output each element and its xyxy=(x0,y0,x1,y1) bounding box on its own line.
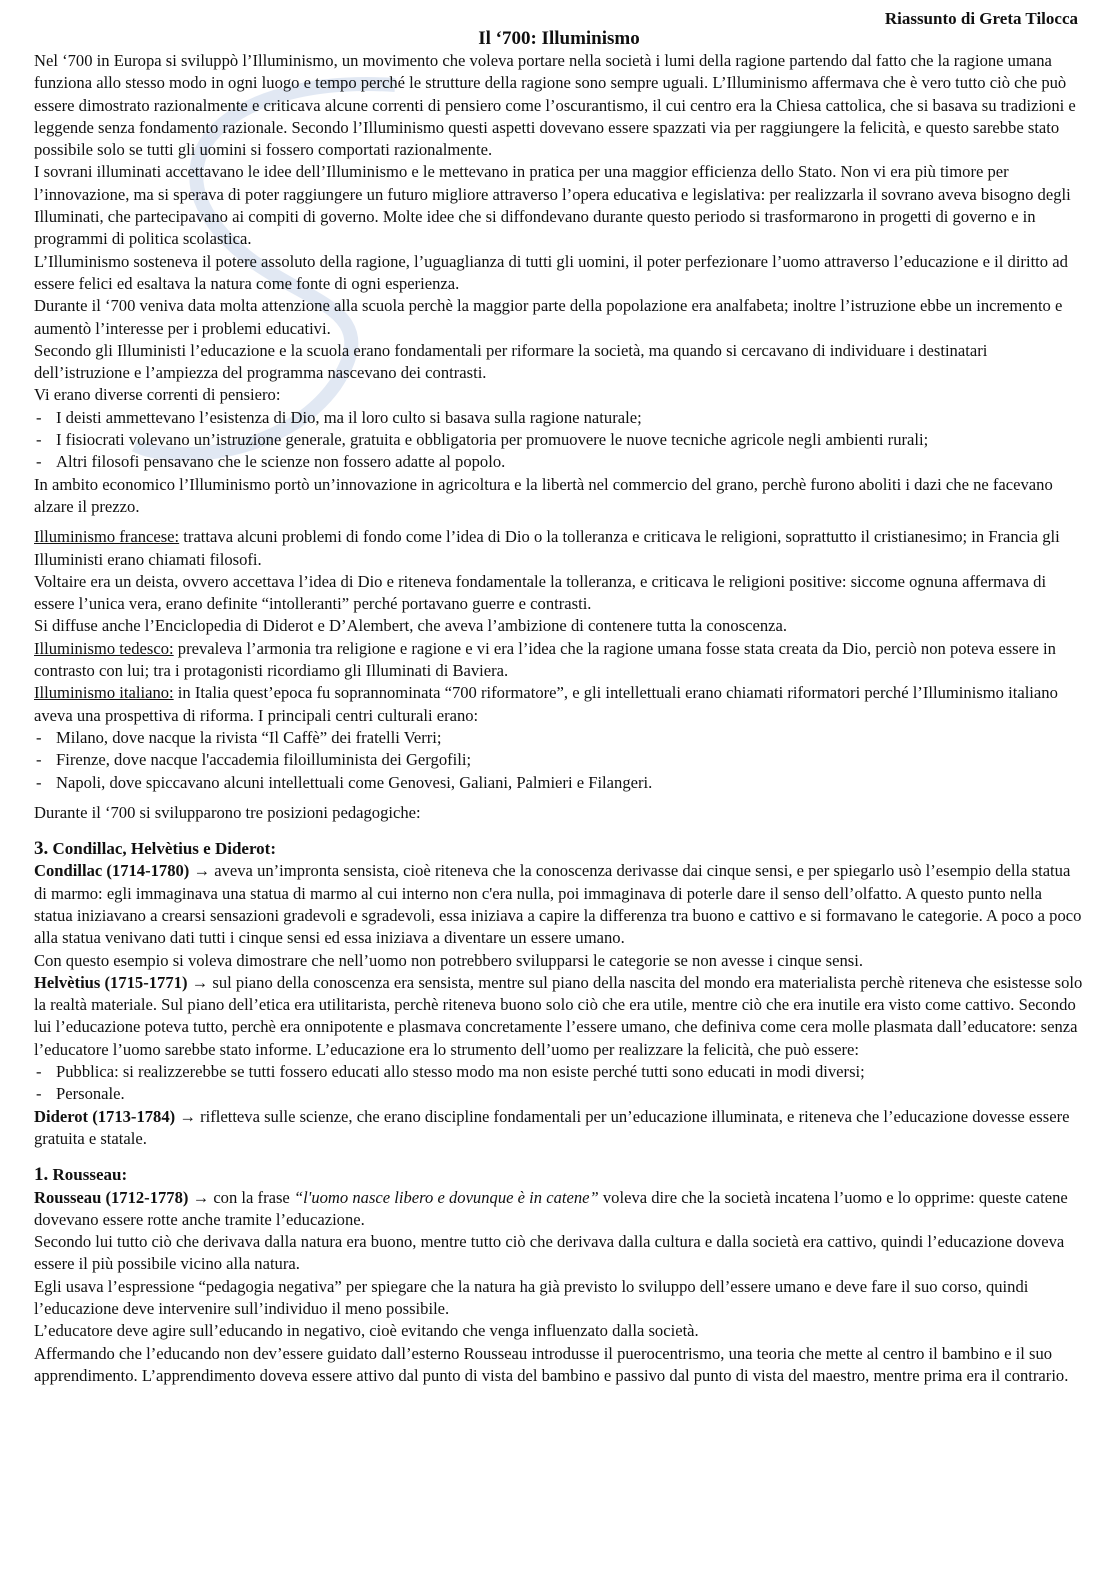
list-item: - Pubblica: si realizzerebbe se tutti fossero educati allo stesso modo ma non esiste perché tutti sono educati in modi diversi; xyxy=(34,1061,1084,1083)
list-item: - Personale. xyxy=(34,1083,1084,1105)
intro-paragraph-5: Secondo gli Illuministi l’educazione e la scuola erano fondamentali per riformare la società, ma quando si cercavano di individuare i destinatari dell’istruzione e l’ampiezza del programma nascevano dei contrasti. xyxy=(34,340,988,383)
rousseau-quote: “l'uomo nasce libero e dovunque è in catene” xyxy=(293,1187,599,1207)
section-3-heading: 3. Condillac, Helvètius e Diderot: xyxy=(34,838,276,860)
currents-list xyxy=(34,407,1084,474)
section-1-heading: 1. Rousseau: xyxy=(34,1164,128,1186)
intro-paragraph-1: Nel ‘700 in Europa si sviluppò l’Illuminismo, un movimento che voleva portare nella società i lumi della ragione partendo dal fatto che la ragione umana funziona allo stesso modo in ogni luogo e tempo perché le strutture della ragione sono sempre uguali. L’Illuminismo affermava che è vero tutto ciò che può essere dimostrato razionalmente e criticava alcune correnti di pensiero come l’oscurantismo, il cui centro era la Chiesa cattolica, che si basava su tradizioni e leggende senza fondamento razionale. Secondo l’Illuminismo questi aspetti dovevano essere spazzati via per raggiungere la felicità, e questo sarebbe stato possibile solo se tutti gli uomini si fossero comportati razionalmente. xyxy=(34,51,1076,160)
intro-paragraph-2: I sovrani illuminati accettavano le idee dell’Illuminismo e le mettevano in pratica per una maggior efficienza dello Stato. Non vi era più timore per l’innovazione, ma si sperava di poter raggiungere un futuro migliore attraverso l’opera educativa e legislativa: per realizzarla il sovrano aveva bisogno degli Illuminati, che partecipavano ai compiti di governo. Molte idee che si diffondevano durante questo periodo si trasformarono in progetti di governo e in programmi di politica scolastica. xyxy=(34,162,1071,249)
condillac-paragraph: Condillac (1714-1780) → aveva un’impronta sensista, cioè riteneva che la conoscenza derivasse dai cinque sensi, e per spiegarlo usò l’esempio della statua di marmo: egli immaginava una statua di marmo al cui interno non c'era nulla, poi immaginava di poterle dare il senso dell’olfatto. A questo punto nella statua iniziavano a crearsi sensazioni gradevoli e sgradevoli, essa iniziava a capire la differenza tra buono e cattivo e si formavano le categorie. A poco a poco alla statua venivano dati tutti i cinque sensi ed essa iniziava a diventare un essere umano. xyxy=(34,861,1082,948)
author-line: Riassunto di Greta Tilocca xyxy=(884,9,1078,28)
rousseau-paragraph-2: Secondo lui tutto ciò che derivava dalla natura era buono, mentre tutto ciò che derivava dalla cultura e dalla società era cattivo, quindi l’educazione doveva essere il più possibile vicino alla natura. xyxy=(34,1232,1065,1274)
italian-paragraph: Illuminismo italiano: in Italia quest’epoca fu soprannominata “700 riformatore”, e gli intellettuali erano chiamati riformatori perché l’Illuminismo italiano aveva una prospettiva di riforma. I principali centri culturali erano: xyxy=(34,683,1058,725)
page-title: Il ‘700: Illuminismo xyxy=(478,28,640,49)
rousseau-paragraph: Rousseau (1712-1778) → con la frase “l'uomo nasce libero e dovunque è in catene” voleva dire che la società incatena l’uomo e lo opprime: queste catene dovevano essere rotte anche tramite l’educazione. xyxy=(34,1187,1068,1229)
document-page xyxy=(34,8,1084,1387)
list-item: - Firenze, dove nacque l'accademia filoilluminista dei Gergofili; xyxy=(34,749,1084,771)
list-item: - Altri filosofi pensavano che le scienze non fossero adatte al popolo. xyxy=(34,451,1084,473)
german-label: Illuminismo tedesco: xyxy=(34,638,174,658)
voltaire-paragraph: Voltaire era un deista, ovvero accettava l’idea di Dio e riteneva fondamentale la tolleranza, e criticava le religioni positive: siccome ognuna affermava di essere l’unica vera, erano definite “intolleranti” perché portavano guerre e contrasti. xyxy=(34,571,1047,614)
intro-paragraph-6: Vi erano diverse correnti di pensiero: xyxy=(34,385,281,405)
rousseau-paragraph-5: Affermando che l’educando non dev’essere guidato dall’esterno Rousseau introdusse il puerocentrismo, una teoria che mette al centro il bambino e il suo apprendimento. L’apprendimento doveva essere attivo dal punto di vista del bambino e passivo dal punto di vista del maestro, mentre prima era il contrario. xyxy=(34,1343,1069,1385)
positions-paragraph: Durante il ‘700 si svilupparono tre posizioni pedagogiche: xyxy=(34,802,421,822)
intro-paragraph-4: Durante il ‘700 veniva data molta attenzione alla scuola perchè la maggior parte della popolazione era analfabeta; inoltre l’istruzione ebbe un incremento e aumentò l’interesse per i problemi educativi. xyxy=(34,296,1063,338)
condillac-label: Condillac (1714-1780) → xyxy=(34,861,211,881)
intro-paragraph-3: L’Illuminismo sosteneva il potere assoluto della ragione, l’uguaglianza di tutti gli uomini, il poter perfezionare l’uomo attraverso l’educazione e il diritto ad essere felici ed esaltava la natura come fonte di ogni esperienza. xyxy=(34,251,1068,293)
rousseau-paragraph-3: Egli usava l’espressione “pedagogia negativa” per spiegare che la natura ha già previsto lo sviluppo dell’essere umano e deve fare il suo corso, quindi l’educazione deve intervenire sull’individuo il meno possibile. xyxy=(34,1276,1029,1319)
list-item: - I fisiocrati volevano un’istruzione generale, gratuita e obbligatoria per promuovere le nuove tecniche agricole negli ambienti rurali; xyxy=(34,429,1084,451)
diderot-paragraph: Diderot (1713-1784) → rifletteva sulle scienze, che erano discipline fondamentali per un’educazione illuminata, e riteneva che l’educazione dovesse essere gratuita e statale. xyxy=(34,1106,1070,1148)
list-item: - Napoli, dove spiccavano alcuni intellettuali come Genovesi, Galiani, Palmieri e Filangeri. xyxy=(34,772,1084,794)
helvetius-paragraph: Helvètius (1715-1771) → sul piano della conoscenza era sensista, mentre sul piano della nascita del mondo era materialista perchè riteneva che esistesse solo la realtà materiale. Sul piano dell’etica era utilitarista, perchè riteneva buono solo ciò che era utile, mentre ciò che era inutile era visto come cattivo. Secondo lui l’educazione poteva tutto, perchè era onnipotente e plasmava concretamente l’essere umano, che definiva come cera molle plasmata dall’educatore: senza l’educatore l’uomo sarebbe stato informe. L’educazione era lo strumento dell’uomo per realizzare la felicità, che può essere: xyxy=(34,972,1083,1059)
intro-paragraph-7: In ambito economico l’Illuminismo portò un’innovazione in agricoltura e la libertà nel commercio del grano, perchè furono aboliti i dazi che ne facevano alzare il prezzo. xyxy=(34,474,1053,516)
diderot-label: Diderot (1713-1784) → xyxy=(34,1106,196,1126)
happiness-list xyxy=(34,1061,1084,1106)
list-item: - Milano, dove nacque la rivista “Il Caffè” dei fratelli Verri; xyxy=(34,727,1084,749)
list-item: - I deisti ammettevano l’esistenza di Dio, ma il loro culto si basava sulla ragione naturale; xyxy=(34,407,1084,429)
cities-list xyxy=(34,727,1084,794)
rousseau-paragraph-4: L’educatore deve agire sull’educando in negativo, cioè evitando che venga influenzato dalla società. xyxy=(34,1321,699,1341)
helvetius-label: Helvètius (1715-1771) → xyxy=(34,972,209,992)
condillac-paragraph-2: Con questo esempio si voleva dimostrare che nell’uomo non potrebbero svilupparsi le categorie se non avesse i cinque sensi. xyxy=(34,950,864,970)
french-paragraph: Illuminismo francese: trattava alcuni problemi di fondo come l’idea di Dio o la tolleranza e criticava le religioni, soprattutto il cristianesimo; in Francia gli Illuministi erano chiamati filosofi. xyxy=(34,527,1060,569)
french-label: Illuminismo francese: xyxy=(34,527,180,547)
rousseau-label: Rousseau (1712-1778) → xyxy=(34,1187,210,1207)
enciclopedia-paragraph: Si diffuse anche l’Enciclopedia di Diderot e D’Alembert, che aveva l’ambizione di contenere tutta la conoscenza. xyxy=(34,616,788,636)
italian-label: Illuminismo italiano: xyxy=(34,683,174,703)
german-paragraph: Illuminismo tedesco: prevaleva l’armonia tra religione e ragione e vi era l’idea che la ragione umana fosse stata creata da Dio, perciò non poteva essere in contrasto con lui; tra i protagonisti ricordiamo gli Illuminati di Baviera. xyxy=(34,638,1056,681)
